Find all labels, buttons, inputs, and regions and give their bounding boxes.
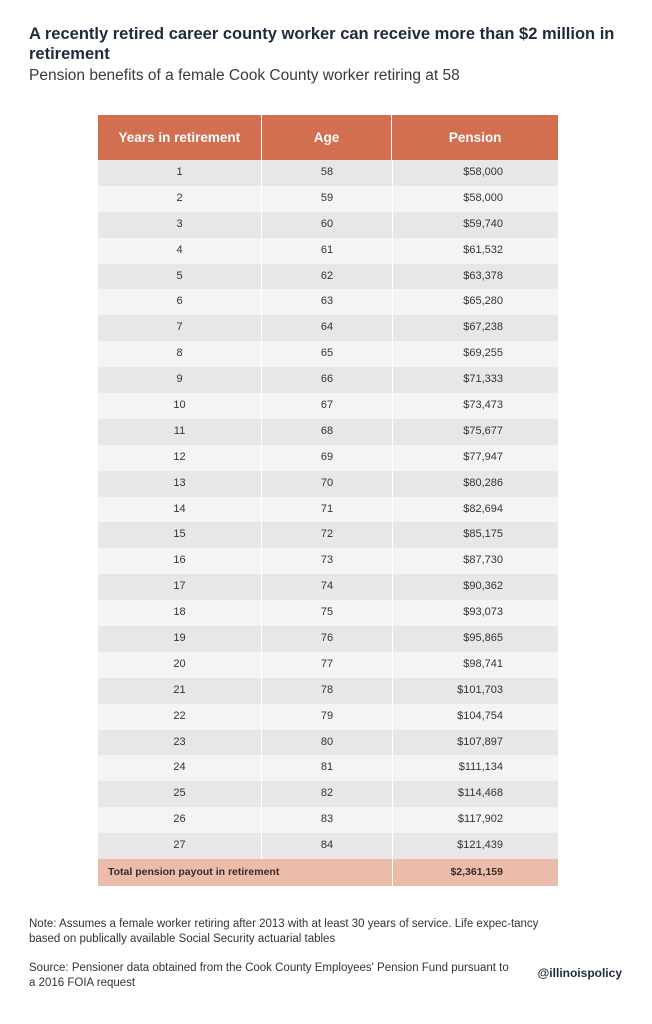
cell-age: 75 [261, 600, 392, 626]
cell-age: 67 [261, 393, 392, 419]
cell-pension: $63,378 [392, 264, 558, 290]
cell-pension: $61,532 [392, 238, 558, 264]
cell-years: 17 [173, 580, 186, 593]
cell-pension: $107,897 [392, 730, 558, 756]
cell-pension: $87,730 [392, 548, 558, 574]
cell-years: 2 [176, 191, 183, 204]
cell-years: 20 [173, 657, 186, 670]
total-value: $2,361,159 [392, 859, 558, 886]
table-row [98, 264, 558, 290]
table-row [98, 730, 558, 756]
cell-pension: $85,175 [392, 522, 558, 548]
table-row [98, 238, 558, 264]
cell-pension: $58,000 [392, 186, 558, 212]
cell-pension: $98,741 [392, 652, 558, 678]
cell-years: 8 [176, 347, 183, 360]
cell-age: 80 [261, 730, 392, 756]
cell-years: 6 [176, 295, 183, 308]
total-row [98, 859, 558, 886]
cell-years: 18 [173, 606, 186, 619]
brand-handle: @illinoispolicy [537, 966, 622, 980]
cell-years: 11 [173, 424, 186, 437]
cell-pension: $59,740 [392, 212, 558, 238]
cell-years: 23 [173, 735, 186, 748]
table-row [98, 755, 558, 781]
table-body [98, 160, 558, 859]
cell-age: 84 [261, 833, 392, 859]
table-row [98, 289, 558, 315]
table-row [98, 419, 558, 445]
cell-pension: $80,286 [392, 471, 558, 497]
cell-pension: $104,754 [392, 704, 558, 730]
cell-years: 1 [176, 166, 183, 178]
cell-pension: $114,468 [392, 781, 558, 807]
table-row [98, 574, 558, 600]
cell-age: 71 [261, 497, 392, 523]
cell-pension: $95,865 [392, 626, 558, 652]
cell-pension: $82,694 [392, 497, 558, 523]
table-row [98, 678, 558, 704]
cell-age: 66 [261, 367, 392, 393]
cell-pension: $71,333 [392, 367, 558, 393]
table-row [98, 704, 558, 730]
cell-age: 82 [261, 781, 392, 807]
table-row [98, 626, 558, 652]
cell-years: 27 [173, 839, 186, 852]
cell-years: 13 [173, 476, 186, 489]
table-row [98, 212, 558, 238]
cell-pension: $117,902 [392, 807, 558, 833]
cell-age: 74 [261, 574, 392, 600]
table-row [98, 548, 558, 574]
table-row [98, 160, 558, 186]
cell-years: 22 [173, 709, 186, 722]
table-row [98, 186, 558, 212]
cell-pension: $75,677 [392, 419, 558, 445]
table-row [98, 367, 558, 393]
cell-age: 59 [261, 186, 392, 212]
cell-years: 16 [173, 554, 186, 567]
table-row [98, 522, 558, 548]
cell-age: 77 [261, 652, 392, 678]
cell-years: 3 [176, 217, 183, 230]
table-row [98, 315, 558, 341]
cell-age: 62 [261, 264, 392, 290]
table-row [98, 471, 558, 497]
cell-age: 58 [261, 160, 392, 186]
cell-age: 81 [261, 755, 392, 781]
cell-years: 15 [173, 528, 186, 541]
cell-age: 60 [261, 212, 392, 238]
table-row [98, 807, 558, 833]
cell-age: 69 [261, 445, 392, 471]
cell-age: 78 [261, 678, 392, 704]
cell-pension: $58,000 [392, 160, 558, 186]
cell-age: 73 [261, 548, 392, 574]
cell-pension: $90,362 [392, 574, 558, 600]
table-row [98, 341, 558, 367]
cell-age: 63 [261, 289, 392, 315]
cell-age: 61 [261, 238, 392, 264]
cell-pension: $101,703 [392, 678, 558, 704]
cell-years: 25 [173, 787, 186, 800]
cell-pension: $93,073 [392, 600, 558, 626]
cell-years: 10 [173, 399, 186, 412]
cell-years: 19 [173, 632, 186, 645]
cell-years: 5 [176, 269, 183, 282]
cell-age: 83 [261, 807, 392, 833]
source-note: Source: Pensioner data obtained from the Cook County Employees' Pension Fund pursuant to a 2016 FOIA request [29, 962, 509, 989]
cell-years: 14 [173, 502, 186, 515]
cell-pension: $111,134 [392, 755, 558, 781]
header-pension: Pension [391, 115, 558, 160]
cell-years: 7 [176, 321, 183, 334]
cell-pension: $121,439 [392, 833, 558, 859]
cell-years: 26 [173, 813, 186, 826]
total-label: Total pension payout in retirement [108, 866, 280, 879]
cell-years: 4 [176, 243, 183, 256]
cell-age: 64 [261, 315, 392, 341]
table-row [98, 781, 558, 807]
pension-table [98, 115, 558, 886]
chart-subtitle: Pension benefits of a female Cook County worker retiring at 58 [29, 67, 460, 84]
header-age: Age [261, 115, 392, 160]
cell-pension: $77,947 [392, 445, 558, 471]
cell-age: 79 [261, 704, 392, 730]
cell-pension: $69,255 [392, 341, 558, 367]
table-row [98, 652, 558, 678]
cell-years: 24 [173, 761, 186, 774]
cell-age: 70 [261, 471, 392, 497]
cell-pension: $65,280 [392, 289, 558, 315]
cell-age: 68 [261, 419, 392, 445]
cell-pension: $73,473 [392, 393, 558, 419]
cell-years: 12 [173, 450, 186, 463]
table-row [98, 497, 558, 523]
cell-pension: $67,238 [392, 315, 558, 341]
header-years: Years in retirement [118, 130, 241, 145]
cell-age: 65 [261, 341, 392, 367]
chart-title: A recently retired career county worker can receive more than $2 million in retirement [29, 25, 615, 63]
table-header [98, 115, 558, 160]
table-row [98, 600, 558, 626]
table-row [98, 833, 558, 859]
cell-years: 9 [176, 373, 183, 386]
cell-years: 21 [173, 683, 186, 696]
cell-age: 72 [261, 522, 392, 548]
footnote: Note: Assumes a female worker retiring after 2013 with at least 30 years of service. Life expec-tancy based on publically available Social Security actuarial tables [29, 918, 539, 945]
table-row [98, 393, 558, 419]
table-row [98, 445, 558, 471]
cell-age: 76 [261, 626, 392, 652]
